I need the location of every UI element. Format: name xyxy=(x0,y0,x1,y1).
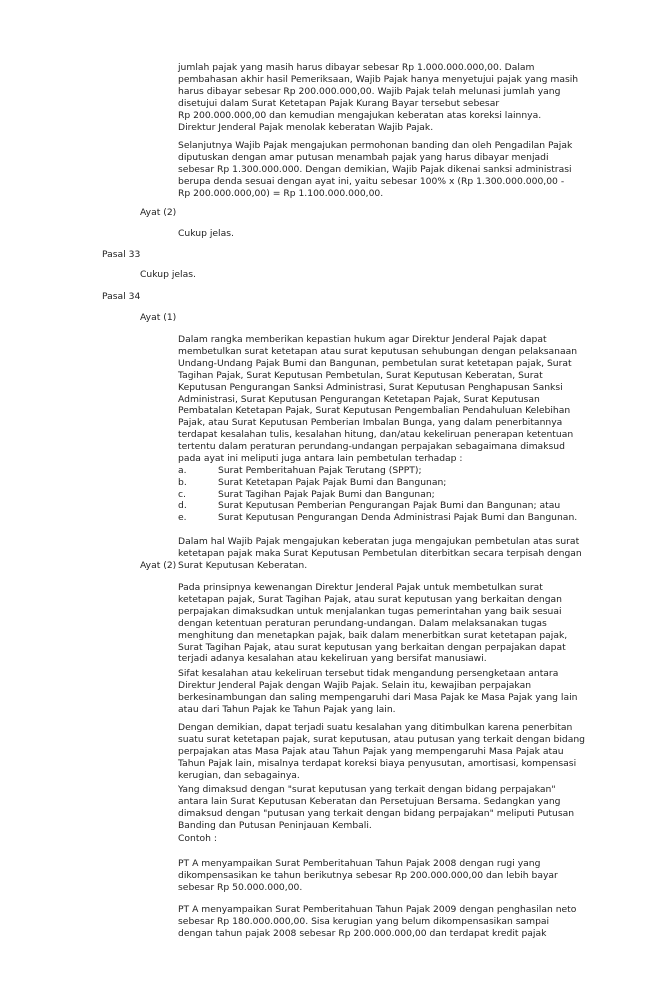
ayat-heading: Ayat (1) xyxy=(140,312,177,323)
ayat-heading: Ayat (2) xyxy=(140,560,177,571)
list-item xyxy=(178,465,422,477)
list-item xyxy=(178,512,578,524)
paragraph: PT A menyampaikan Surat Pemberitahuan Tahun Pajak 2008 dengan rugi yang dikompensasikan ke tahun berikutnya sebesar Rp 200.000.000,00 dan lebih bayar sebesar Rp 50.000.000,00. xyxy=(178,858,558,893)
list-marker: e. xyxy=(178,512,187,523)
list-text: Surat Keputusan Pengurangan Denda Administrasi Pajak Bumi dan Bangunan. xyxy=(218,512,578,523)
pasal-heading: Pasal 33 xyxy=(102,249,141,260)
list-text: Surat Tagihan Pajak Pajak Bumi dan Bangunan; xyxy=(218,489,435,500)
list-marker: d. xyxy=(178,500,187,511)
list-text: Surat Pemberitahuan Pajak Terutang (SPPT); xyxy=(218,465,422,476)
paragraph: jumlah pajak yang masih harus dibayar sebesar Rp 1.000.000.000,00. Dalam pembahasan akhir hasil Pemeriksaan, Wajib Pajak hanya menyetujui pajak yang masih harus dibayar sebesar Rp 200.000.000,00. Wajib Pajak telah melunasi jumlah yang disetujui dalam Surat Ketetapan Pajak Kurang Bayar tersebut sebesar Rp 200.000.000,00 dan kemudian mengajukan keberatan atas koreksi lainnya. Direktur Jenderal Pajak menolak keberatan Wajib Pajak. xyxy=(178,62,579,133)
paragraph: Pada prinsipnya kewenangan Direktur Jenderal Pajak untuk membetulkan surat ketetapan pajak, Surat Tagihan Pajak, atau surat keputusan yang berkaitan dengan perpajakan dimaksudkan untuk menjalankan tugas pemerintahan yang baik sesuai dengan ketentuan peraturan perundang-undangan. Dalam melaksanakan tugas menghitung dan menetapkan pajak, baik dalam menerbitkan surat ketetapan pajak, Surat Tagihan Pajak, atau surat keputusan yang berkaitan dengan perpajakan dapat terjadi adanya kesalahan atau kekeliruan yang bersifat manusiawi. xyxy=(178,582,568,665)
paragraph: Cukup jelas. xyxy=(178,228,234,239)
ayat-heading: Ayat (2) xyxy=(140,207,177,218)
list-text: Surat Keputusan Pemberian Pengurangan Pajak Bumi dan Bangunan; atau xyxy=(218,500,561,511)
paragraph: Cukup jelas. xyxy=(140,269,196,280)
list-marker: a. xyxy=(178,465,187,476)
paragraph: Dalam hal Wajib Pajak mengajukan keberatan juga mengajukan pembetulan atas surat ketetapan pajak maka Surat Keputusan Pembetulan diterbitkan secara terpisah dengan Surat Keputusan Keberatan. xyxy=(178,536,582,571)
list-item xyxy=(178,500,561,512)
paragraph: Dengan demikian, dapat terjadi suatu kesalahan yang ditimbulkan karena penerbitan suatu surat ketetapan pajak, surat keputusan, atau putusan yang terkait dengan bidang perpajakan atas Masa Pajak atau Tahun Pajak yang mempengaruhi Masa Pajak atau Tahun Pajak lain, misalnya terdapat koreksi biaya penyusutan, amortisasi, kompensasi kerugian, dan sebagainya. xyxy=(178,722,586,781)
pasal-heading: Pasal 34 xyxy=(102,291,141,302)
paragraph: Sifat kesalahan atau kekeliruan tersebut tidak mengandung persengketaan antara Direktur Jenderal Pajak dengan Wajib Pajak. Selain itu, kewajiban perpajakan berkesinambungan dan saling mempengaruhi dari Masa Pajak ke Masa Pajak yang lain atau dari Tahun Pajak ke Tahun Pajak yang lain. xyxy=(178,668,578,715)
list-marker: b. xyxy=(178,477,187,488)
list-text: Surat Ketetapan Pajak Pajak Bumi dan Bangunan; xyxy=(218,477,447,488)
paragraph: Selanjutnya Wajib Pajak mengajukan permohonan banding dan oleh Pengadilan Pajak diputuskan dengan amar putusan menambah pajak yang harus dibayar menjadi sebesar Rp 1.300.000.000. Dengan demikian, Wajib Pajak dikenai sanksi administrasi berupa denda sesuai dengan ayat ini, yaitu sebesar 100% x (Rp 1.300.000.000,00 - Rp 200.000.000,00) = Rp 1.100.000.000,00. xyxy=(178,140,573,199)
paragraph: PT A menyampaikan Surat Pemberitahuan Tahun Pajak 2009 dengan penghasilan neto sebesar Rp 180.000.000,00. Sisa kerugian yang belum dikompensasikan sampai dengan tahun pajak 2008 sebesar Rp 200.000.000,00 dan terdapat kredit pajak xyxy=(178,904,577,939)
list-marker: c. xyxy=(178,489,186,500)
paragraph: Yang dimaksud dengan "surat keputusan yang terkait dengan bidang perpajakan" antara lain Surat Keputusan Keberatan dan Persetujuan Bersama. Sedangkan yang dimaksud dengan "putusan yang terkait dengan bidang perpajakan" meliputi Putusan Banding dan Putusan Peninjauan Kembali. xyxy=(178,784,575,831)
paragraph: Dalam rangka memberikan kepastian hukum agar Direktur Jenderal Pajak dapat membetulkan surat ketetapan atau surat keputusan sehubungan dengan pelaksanaan Undang-Undang Pajak Bumi dan Bangunan, pembetulan surat ketetapan pajak, Surat Tagihan Pajak, Surat Keputusan Pembetulan, Surat Keputusan Keberatan, Surat Keputusan Pengurangan Sanksi Administrasi, Surat Keputusan Penghapusan Sanksi Administrasi, Surat Keputusan Pengurangan Ketetapan Pajak, Surat Keputusan Pembatalan Ketetapan Pajak, Surat Keputusan Pengembalian Pendahuluan Kelebihan Pajak, atau Surat Keputusan Pemberian Imbalan Bunga, yang dalam penerbitannya terdapat kesalahan tulis, kesalahan hitung, dan/atau kekeliruan penerapan ketentuan tertentu dalam peraturan perundang-undangan perpajakan sebagaimana dimaksud pada ayat ini meliputi juga antara lain pembetulan terhadap : xyxy=(178,334,578,465)
contoh-label: Contoh : xyxy=(178,833,217,844)
list-item xyxy=(178,477,447,489)
